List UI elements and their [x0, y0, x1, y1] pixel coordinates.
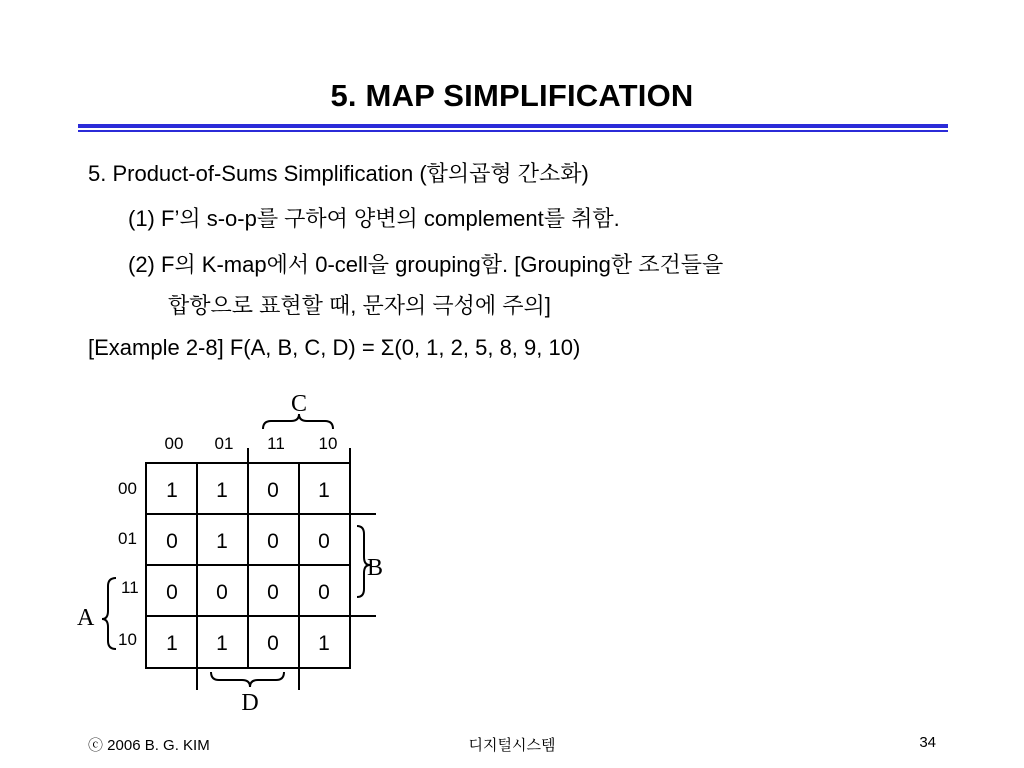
kmap-row-header: 01: [118, 529, 137, 548]
kmap-row-header: 10: [118, 630, 137, 649]
text-line-step-1: (1) F’의 s-o-p를 구하여 양변의 complement를 취함.: [128, 206, 620, 231]
footer-copyright: ⓒ 2006 B. G. KIM: [88, 737, 210, 754]
kmap-cell: 0: [318, 530, 330, 553]
kmap-cell: 1: [216, 632, 228, 655]
text-line-example: [Example 2-8] F(A, B, C, D) = Σ(0, 1, 2, 5, 8, 9, 10): [88, 335, 581, 360]
kmap-cell: 0: [318, 581, 330, 604]
brace-d: [211, 672, 284, 687]
kmap-cell: 0: [267, 530, 279, 553]
text-line-step-2: (2) F의 K-map에서 0-cell을 grouping함. [Grouping한 조건들을: [128, 252, 724, 277]
footer-page-number: 34: [919, 734, 936, 751]
kmap-col-header: 00: [164, 434, 184, 453]
kmap-cell: 1: [166, 632, 178, 655]
kmap-col-header: 01: [214, 434, 234, 453]
kmap-cell: 1: [166, 479, 178, 502]
kmap-var-label-c: C: [290, 391, 308, 417]
kmap-cell: 0: [216, 581, 228, 604]
kmap-col-header: 11: [267, 434, 285, 453]
kmap-cell: 0: [267, 479, 279, 502]
kmap-cell: 0: [267, 581, 279, 604]
kmap-cell: 0: [166, 530, 178, 553]
text-line-step-2-cont: 합항으로 표현할 때, 문자의 극성에 주의]: [168, 293, 551, 318]
kmap-cell: 0: [166, 581, 178, 604]
kmap-row-header: 11: [121, 578, 139, 597]
text-line-pos-heading: 5. Product-of-Sums Simplification (합의곱형 간소화): [88, 161, 589, 186]
kmap-cell: 1: [318, 479, 330, 502]
kmap-row-header: 00: [118, 479, 137, 498]
kmap-cell: 0: [267, 632, 279, 655]
kmap-cell: 1: [216, 479, 228, 502]
kmap-var-label-b: B: [367, 555, 384, 581]
brace-a: [102, 578, 116, 649]
kmap-var-label-d: D: [241, 690, 259, 716]
kmap-cell: 1: [216, 530, 228, 553]
footer-course-name: 디지털시스템: [468, 737, 556, 754]
kmap-cell: 1: [318, 632, 330, 655]
kmap-var-label-a: A: [77, 605, 95, 631]
slide-title: 5. MAP SIMPLIFICATION: [330, 78, 694, 113]
kmap-col-header: 10: [318, 434, 338, 453]
